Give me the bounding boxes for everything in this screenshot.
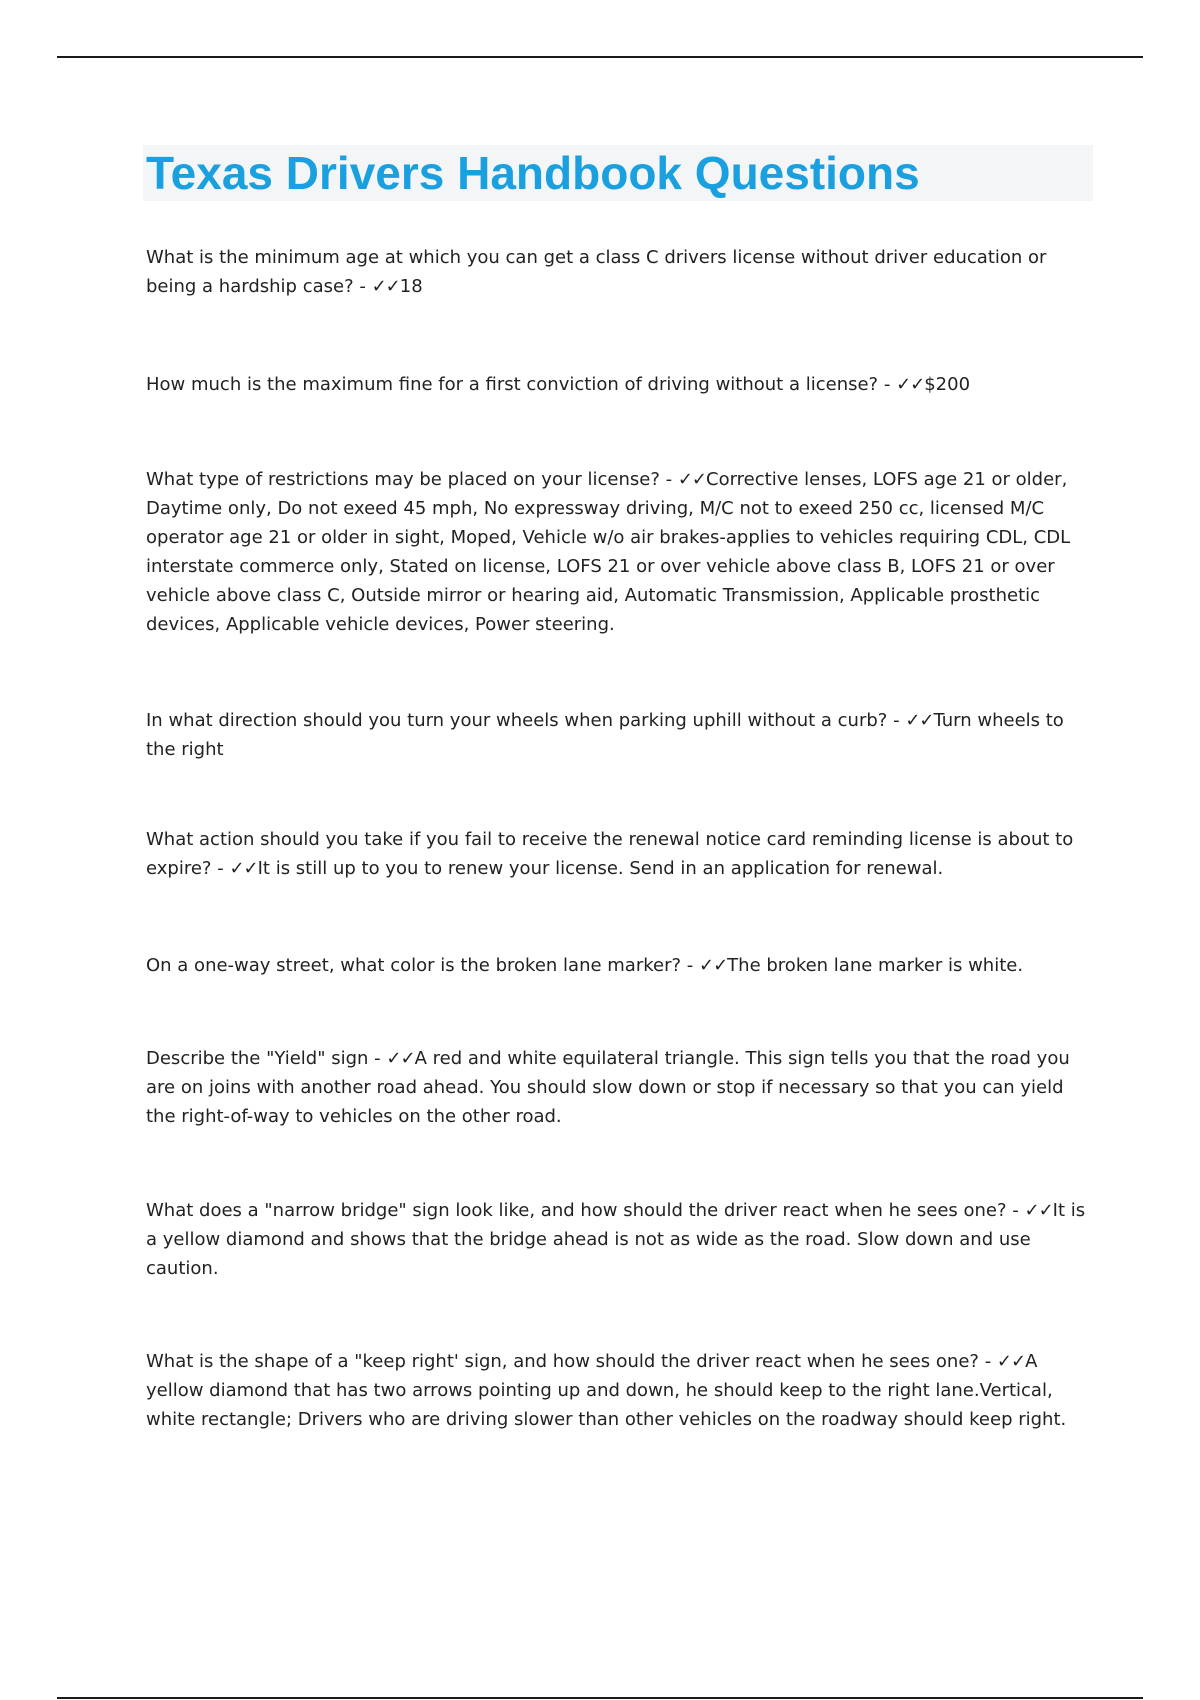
separator: - [887, 710, 906, 731]
qa-item-5 [146, 825, 1096, 883]
qa-item-7 [146, 1044, 1096, 1131]
question-text: What is the shape of a "keep right' sign, and how should the driver react when he sees one? [146, 1351, 979, 1372]
double-check-icon: ✓✓ [371, 276, 400, 297]
page-title: Texas Drivers Handbook Questions [146, 147, 920, 199]
qa-item-9 [146, 1347, 1096, 1434]
question-text: Describe the "Yield" sign [146, 1048, 369, 1069]
separator: - [353, 276, 372, 297]
qa-item-1 [146, 243, 1096, 301]
answer-text: 18 [399, 276, 423, 297]
question-text: How much is the maximum fine for a first conviction of driving without a license? [146, 374, 879, 395]
answer-text: Corrective lenses, LOFS age 21 or older, Daytime only, Do not exeed 45 mph, No expressway driving, M/C not to exeed 250 cc, licensed M/C operator age 21 or older in sight, Moped, Vehicle w/o air brakes-applies to vehicles requiring CDL, CDL interstate commerce only, Stated on license, LOFS 21 or over vehicle above class B, LOFS 21 or over vehicle above class C, Outside mirror or hearing aid, Automatic Transmission, Applicable prosthetic devices, Applicable vehicle devices, Power steering. [146, 469, 1071, 635]
double-check-icon: ✓✓ [229, 858, 258, 879]
question-text: What does a "narrow bridge" sign look like, and how should the driver react when he sees one? [146, 1200, 1007, 1221]
answer-text: $200 [924, 374, 971, 395]
qa-item-6 [146, 951, 1096, 980]
answer-text: It is a yellow diamond and shows that the bridge ahead is not as wide as the road. Slow down and use caution. [146, 1200, 1086, 1279]
qa-item-8 [146, 1196, 1096, 1283]
bottom-rule [57, 1697, 1143, 1699]
qa-item-4 [146, 706, 1096, 764]
answer-text: The broken lane marker is white. [727, 955, 1024, 976]
answer-text: A red and white equilateral triangle. This sign tells you that the road you are on joins with another road ahead. You should slow down or stop if necessary so that you can yield the right-of-way to vehicles on the other road. [146, 1048, 1070, 1127]
answer-text: It is still up to you to renew your license. Send in an application for renewal. [257, 858, 944, 879]
qa-item-2 [146, 370, 1096, 399]
separator: - [659, 469, 678, 490]
double-check-icon: ✓✓ [905, 710, 934, 731]
question-text: In what direction should you turn your wheels when parking uphill without a curb? [146, 710, 888, 731]
qa-item-3 [146, 465, 1096, 639]
double-check-icon: ✓✓ [699, 955, 728, 976]
double-check-icon: ✓✓ [1024, 1200, 1053, 1221]
double-check-icon: ✓✓ [677, 469, 706, 490]
answer-text: Turn wheels to the right [146, 710, 1064, 760]
question-text: On a one-way street, what color is the broken lane marker? [146, 955, 682, 976]
separator: - [681, 955, 699, 976]
separator: - [368, 1048, 387, 1069]
answer-text: A yellow diamond that has two arrows pointing up and down, he should keep to the right lane.Vertical, white rectangle; Drivers who are driving slower than other vehicles on the roadway should keep right. [146, 1351, 1067, 1430]
separator: - [878, 374, 897, 395]
double-check-icon: ✓✓ [896, 374, 925, 395]
separator: - [211, 858, 230, 879]
question-text: What is the minimum age at which you can get a class C drivers license without driver education or being a hardship case? [146, 247, 1047, 297]
top-rule [57, 56, 1143, 58]
question-text: What type of restrictions may be placed on your license? [146, 469, 660, 490]
separator: - [978, 1351, 997, 1372]
question-text: What action should you take if you fail to receive the renewal notice card reminding license is about to expire? [146, 829, 1074, 879]
double-check-icon: ✓✓ [386, 1048, 415, 1069]
separator: - [1006, 1200, 1025, 1221]
double-check-icon: ✓✓ [996, 1351, 1026, 1372]
